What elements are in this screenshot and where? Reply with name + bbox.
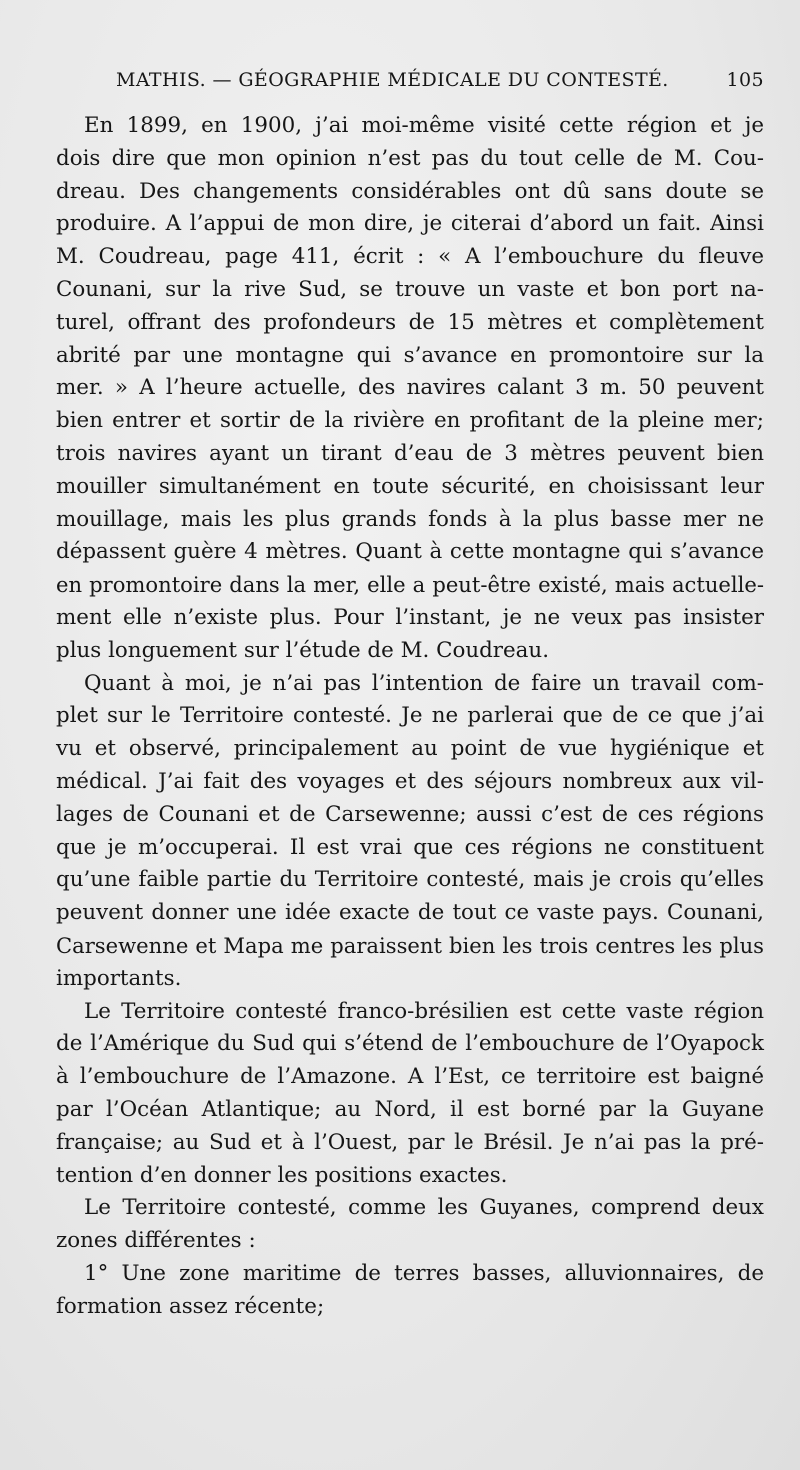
text-line: plus longuement sur l’étude de M. Coudreau. xyxy=(56,637,550,663)
text-line: formation assez récente; xyxy=(56,1293,325,1319)
text-line: à l’embouchure de l’Amazone. A l’Est, ce territoire est baigné xyxy=(56,1064,764,1090)
text-line: M. Coudreau, page 411, écrit : « A l’embouchure du fleuve xyxy=(56,244,764,270)
text-line: bien entrer et sortir de la rivière en profitant de la pleine mer; xyxy=(56,408,764,434)
text-line: dreau. Des changements considérables ont dû sans doute se xyxy=(56,178,764,204)
text-line: française; au Sud et à l’Ouest, par le Brésil. Je n’ai pas la pré- xyxy=(56,1129,764,1155)
text-line: qu’une faible partie du Territoire contesté, mais je crois qu’elles xyxy=(56,867,764,893)
page-number: 105 xyxy=(726,69,764,91)
text-line: Counani, sur la rive Sud, se trouve un vaste et bon port na- xyxy=(56,276,764,302)
text-line: En 1899, en 1900, j’ai moi-même visité cette région et je xyxy=(84,113,764,138)
paragraph xyxy=(56,1192,764,1258)
paragraph xyxy=(56,668,764,996)
text-line: Quant à moi, je n’ai pas l’intention de faire un travail com- xyxy=(84,670,764,696)
text-line: ment elle n’existe plus. Pour l’instant, je ne veux pas insister xyxy=(56,604,764,630)
text-line: plet sur le Territoire contesté. Je ne parlerai que de ce que j’ai xyxy=(56,703,764,729)
text-line: Le Territoire contesté franco-brésilien est cette vaste région xyxy=(84,998,764,1024)
text-line: par l’Océan Atlantique; au Nord, il est borné par la Guyane xyxy=(56,1096,764,1122)
text-line: mer. » A l’heure actuelle, des navires calant 3 m. 50 peuvent xyxy=(56,375,764,401)
text-line: médical. J’ai fait des voyages et des séjours nombreux aux vil- xyxy=(56,768,764,794)
text-line: importants. xyxy=(56,965,182,991)
text-line: abrité par une montagne qui s’avance en promontoire sur la xyxy=(56,342,764,368)
book-page xyxy=(56,58,764,1323)
body-text xyxy=(56,110,764,1323)
running-header xyxy=(56,58,764,102)
text-line: 1° Une zone maritime de terres basses, alluvionnaires, de xyxy=(84,1260,764,1286)
text-line: trois navires ayant un tirant d’eau de 3 mètres peuvent bien xyxy=(56,440,764,466)
text-line: turel, offrant des profondeurs de 15 mètres et complètement xyxy=(56,309,764,335)
paragraph xyxy=(56,110,764,668)
text-line: tention d’en donner les positions exactes. xyxy=(56,1162,508,1188)
text-line: Carsewenne et Mapa me paraissent bien les trois centres les plus xyxy=(56,932,764,958)
text-line: dois dire que mon opinion n’est pas du tout celle de M. Cou- xyxy=(56,145,764,171)
paragraph xyxy=(56,996,764,1193)
text-line: Le Territoire contesté, comme les Guyanes, comprend deux xyxy=(84,1195,764,1221)
text-line: lages de Counani et de Carsewenne; aussi c’est de ces régions xyxy=(56,801,764,827)
text-line: en promontoire dans la mer, elle a peut-être existé, mais actuelle- xyxy=(56,572,764,598)
paragraph xyxy=(56,1258,764,1324)
text-line: peuvent donner une idée exacte de tout ce vaste pays. Counani, xyxy=(56,900,764,926)
text-line: dépassent guère 4 mètres. Quant à cette montagne qui s’avance xyxy=(56,539,764,565)
text-line: mouiller simultanément en toute sécurité, en choisissant leur xyxy=(56,473,764,499)
running-title: MATHIS. — GÉOGRAPHIE MÉDICALE DU CONTESTÉ. xyxy=(116,69,669,91)
text-line: zones différentes : xyxy=(56,1228,256,1254)
text-line: vu et observé, principalement au point de vue hygiénique et xyxy=(56,736,764,762)
text-line: que je m’occuperai. Il est vrai que ces régions ne constituent xyxy=(56,834,764,860)
text-line: mouillage, mais les plus grands fonds à la plus basse mer ne xyxy=(56,506,764,532)
text-line: produire. A l’appui de mon dire, je citerai d’abord un fait. Ainsi xyxy=(56,211,764,237)
text-line: de l’Amérique du Sud qui s’étend de l’embouchure de l’Oyapock xyxy=(56,1031,764,1057)
